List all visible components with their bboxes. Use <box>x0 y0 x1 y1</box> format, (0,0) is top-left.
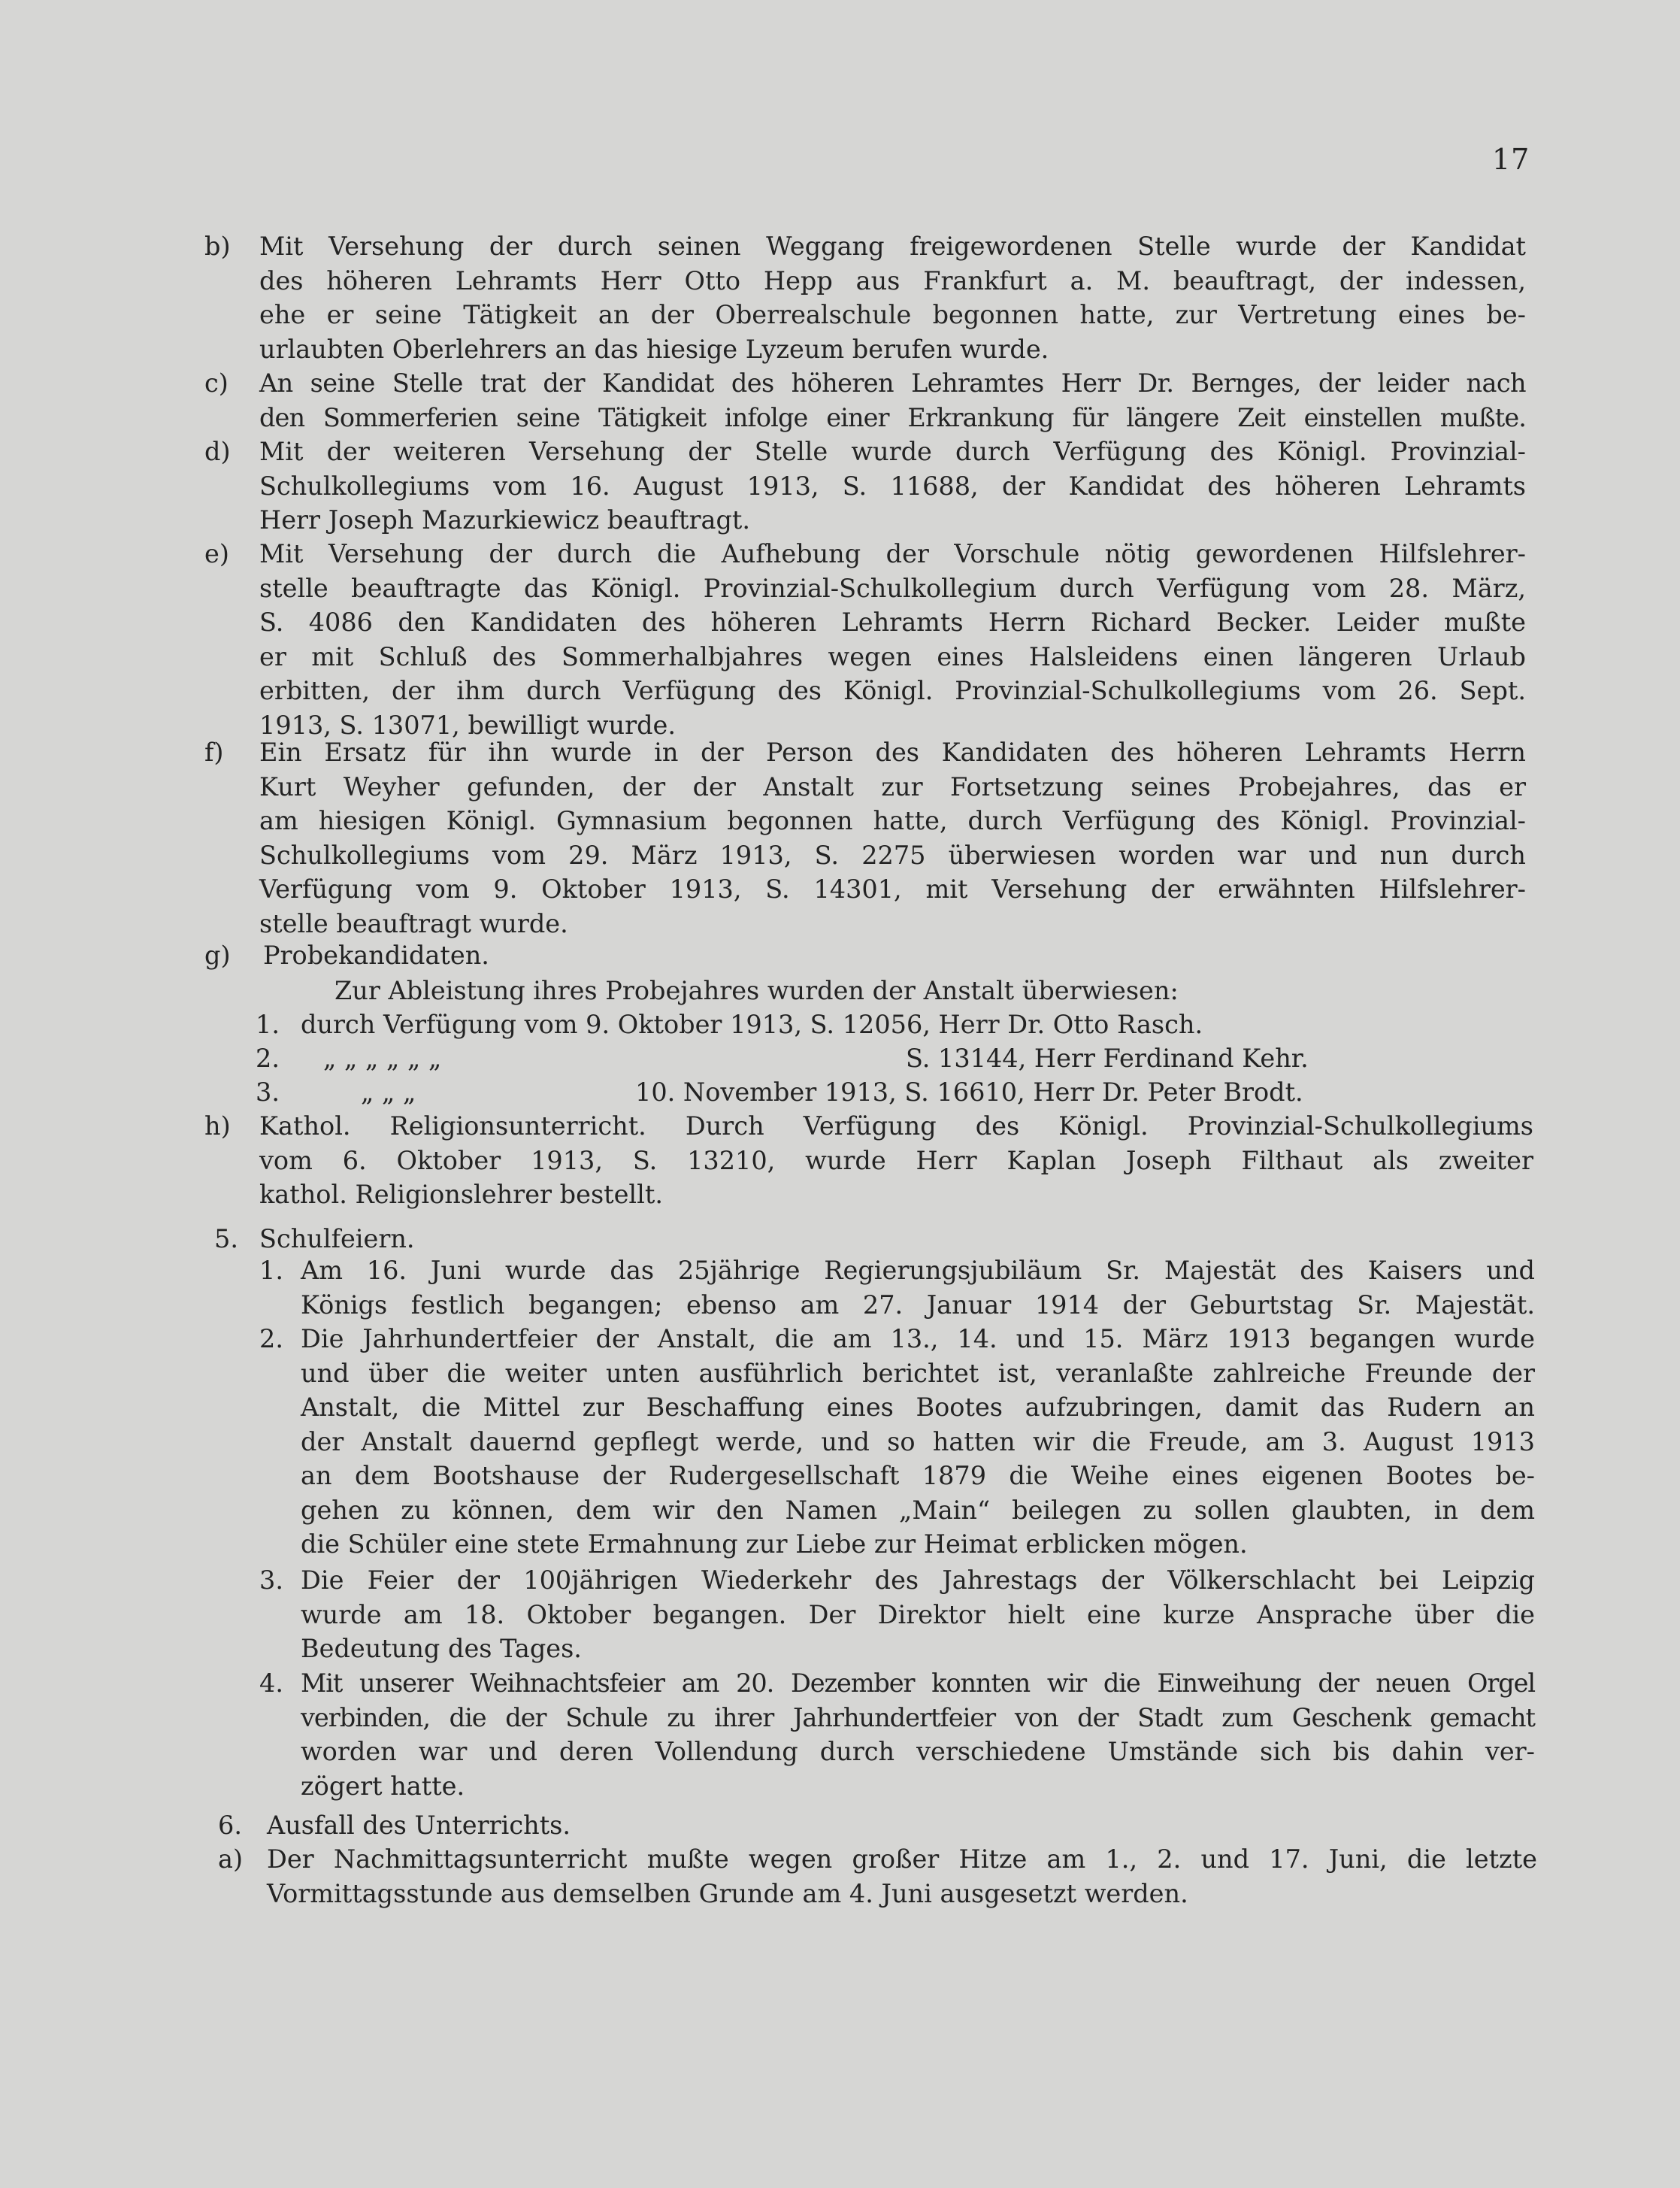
item-marker-h: h) <box>204 1111 231 1141</box>
text-line: den Sommerferien seine Tätigkeit infolge einer Erkrankung für längere Zeit einstellen mußte. <box>259 402 1526 432</box>
item-marker-f: f) <box>204 738 224 767</box>
text-line: des höheren Lehramts Herr Otto Hepp aus Frankfurt a. M. beauftragt, der indessen, <box>259 265 1526 295</box>
text-line: der Anstalt dauernd gepflegt werde, und so hatten wir die Freude, am 3. August 1913 <box>301 1426 1535 1456</box>
text-line: stelle beauftragte das Königl. Provinzial-Schulkollegium durch Verfügung vom 28. März, <box>259 573 1526 603</box>
paragraph-d <box>259 435 1526 538</box>
text-line: ehe er seine Tätigkeit an der Oberrealschule begonnen hatte, zur Vertretung eines be- <box>259 300 1526 329</box>
list-number: 1. <box>259 1256 283 1285</box>
text-line: Die Feier der 100jährigen Wiederkehr des Jahrestags der Völkerschlacht bei Leipzig <box>301 1565 1535 1595</box>
paragraph-5-3 <box>301 1563 1535 1666</box>
section-title: Schulfeiern. <box>259 1224 415 1253</box>
item-marker-a: a) <box>218 1844 244 1874</box>
row-text: 10. November 1913, S. 16610, Herr Dr. Peter Brodt. <box>635 1077 1303 1107</box>
text-line: zögert hatte. <box>301 1771 465 1801</box>
text-line: Vormittagsstunde aus demselben Grunde am 4. Juni ausgesetzt werden. <box>267 1878 1188 1908</box>
text-line: Verfügung vom 9. Oktober 1913, S. 14301, mit Versehung der erwähnten Hilfslehrer- <box>259 874 1526 904</box>
item-marker-g: g) <box>204 941 231 970</box>
text-line: Mit der weiteren Versehung der Stelle wurde durch Verfügung des Königl. Provinzial- <box>259 437 1526 466</box>
ditto-marks: „ „ „ <box>361 1077 416 1107</box>
text-line: Am 16. Juni wurde das 25jährige Regierungsjubiläum Sr. Majestät des Kaisers und <box>301 1256 1535 1285</box>
text-line: Königs festlich begangen; ebenso am 27. Januar 1914 der Geburtstag Sr. Majestät. <box>301 1289 1535 1320</box>
text-line: urlaubten Oberlehrers an das hiesige Lyzeum berufen wurde. <box>259 334 1049 364</box>
text-line: 1913, S. 13071, bewilligt wurde. <box>259 710 677 740</box>
item-marker-e: e) <box>204 539 229 568</box>
text-line: vom 6. Oktober 1913, S. 13210, wurde Herr Kaplan Joseph Filthaut als zweiter <box>259 1145 1533 1175</box>
paragraph-e <box>259 537 1526 742</box>
paragraph-6-a <box>267 1842 1537 1911</box>
text-line: an dem Bootshause der Rudergesellschaft 1879 die Weihe eines eigenen Bootes be- <box>301 1461 1535 1490</box>
text-line: verbinden, die der Schule zu ihrer Jahrhundertfeier von der Stadt zum Geschenk gemacht <box>301 1702 1535 1732</box>
section-title: Ausfall des Unterrichts. <box>267 1811 571 1840</box>
section-marker-6: 6. <box>218 1811 242 1840</box>
text-line: An seine Stelle trat der Kandidat des höheren Lehramtes Herr Dr. Bernges, der leider nach <box>259 368 1526 398</box>
paragraph-5-4 <box>301 1666 1535 1803</box>
text-line: gehen zu können, dem wir den Namen „Main“ beilegen zu sollen glaubten, in dem <box>301 1495 1535 1525</box>
text-line: Bedeutung des Tages. <box>301 1634 582 1663</box>
text-line: Mit Versehung der durch die Aufhebung der Vorschule nötig gewordenen Hilfslehrer- <box>259 539 1526 568</box>
page-number: 17 <box>1492 143 1530 176</box>
text-line: Die Jahrhundertfeier der Anstalt, die am 13., 14. und 15. März 1913 begangen wurde <box>301 1324 1535 1353</box>
text-line: Kurt Weyher gefunden, der der Anstalt zur Fortsetzung seines Probejahres, das er <box>259 771 1526 802</box>
list-number: 3. <box>259 1565 283 1595</box>
paragraph-f <box>259 735 1526 941</box>
intro-line: Zur Ableistung ihres Probejahres wurden der Anstalt überwiesen: <box>334 976 1179 1005</box>
text-line: Schulkollegiums vom 16. August 1913, S. 11688, der Kandidat des höheren Lehramts <box>259 471 1526 501</box>
section-title: Probekandidaten. <box>263 941 489 970</box>
paragraph-b <box>259 229 1526 366</box>
row-text: durch Verfügung vom 9. Oktober 1913, S. 12056, Herr Dr. Otto Rasch. <box>301 1010 1203 1039</box>
row-number: 2. <box>256 1044 280 1073</box>
item-marker-c: c) <box>204 368 229 398</box>
row-number: 3. <box>256 1077 280 1107</box>
text-line: am hiesigen Königl. Gymnasium begonnen hatte, durch Verfügung des Königl. Provinzial- <box>259 806 1526 835</box>
text-line: er mit Schluß des Sommerhalbjahres wegen eines Halsleidens einen längeren Urlaub <box>259 641 1526 671</box>
text-line: Der Nachmittagsunterricht mußte wegen großer Hitze am 1., 2. und 17. Juni, die letzte <box>267 1844 1537 1874</box>
item-marker-d: d) <box>204 437 231 466</box>
section-marker-5: 5. <box>214 1224 238 1253</box>
item-marker-b: b) <box>204 232 231 261</box>
text-line: S. 4086 den Kandidaten des höheren Lehramts Herrn Richard Becker. Leider mußte <box>259 608 1526 637</box>
list-number: 4. <box>259 1668 283 1698</box>
text-line: wurde am 18. Oktober begangen. Der Direktor hielt eine kurze Ansprache über die <box>301 1599 1535 1629</box>
text-line: Anstalt, die Mittel zur Beschaffung eines Bootes aufzubringen, damit das Rudern an <box>301 1393 1535 1422</box>
text-line: die Schüler eine stete Ermahnung zur Liebe zur Heimat erblicken mögen. <box>301 1529 1248 1559</box>
text-line: kathol. Religionslehrer bestellt. <box>259 1180 663 1209</box>
row-number: 1. <box>256 1010 280 1039</box>
text-line: Mit unserer Weihnachtsfeier am 20. Dezember konnten wir die Einweihung der neuen Orgel <box>301 1668 1535 1698</box>
paragraph-5-1 <box>301 1253 1535 1322</box>
ditto-marks: „ „ „ „ „ „ <box>323 1044 442 1073</box>
text-line: Schulkollegiums vom 29. März 1913, S. 2275 überwiesen worden war und nun durch <box>259 840 1526 870</box>
text-line: und über die weiter unten ausführlich berichtet ist, veranlaßte zahlreiche Freunde der <box>301 1358 1535 1388</box>
text-line: Mit Versehung der durch seinen Weggang freigewordenen Stelle wurde der Kandidat <box>259 232 1526 261</box>
text-line: worden war und deren Vollendung durch verschiedene Umstände sich bis dahin ver- <box>301 1737 1535 1766</box>
text-line: Kathol. Religionsunterricht. Durch Verfügung des Königl. Provinzial-Schulkollegiums <box>259 1111 1533 1141</box>
text-line: erbitten, der ihm durch Verfügung des Königl. Provinzial-Schulkollegiums vom 26. Sept. <box>259 676 1526 705</box>
list-number: 2. <box>259 1324 283 1353</box>
row-text: S. 13144, Herr Ferdinand Kehr. <box>906 1044 1309 1073</box>
paragraph-5-2 <box>301 1322 1535 1562</box>
text-line: Ein Ersatz für ihn wurde in der Person des Kandidaten des höheren Lehramts Herrn <box>259 738 1526 767</box>
paragraph-c <box>259 366 1526 435</box>
text-line: stelle beauftragt wurde. <box>259 908 568 938</box>
text-line: Herr Joseph Mazurkiewicz beauftragt. <box>259 505 751 535</box>
paragraph-h <box>259 1109 1533 1212</box>
